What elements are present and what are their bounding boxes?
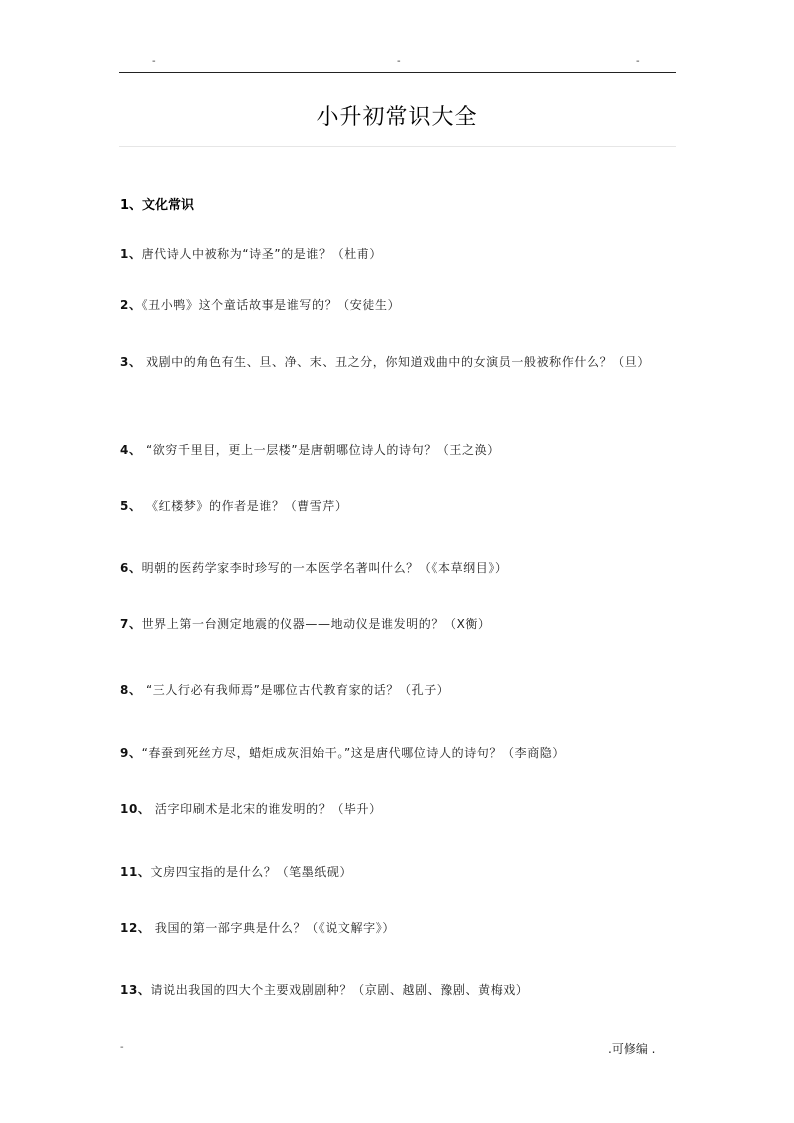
question-item	[120, 486, 680, 526]
question-item	[120, 789, 680, 829]
question-text: 活字印刷术是北宋的谁发明的？（毕升）	[150, 802, 382, 816]
header-rule	[119, 72, 676, 73]
question-text: 《红楼梦》的作者是谁？（曹雪芹）	[141, 499, 348, 513]
question-number: 8、	[120, 683, 142, 697]
question-number: 12、	[120, 921, 151, 935]
footer-note: .可修编 .	[608, 1042, 656, 1056]
question-item	[120, 604, 680, 644]
title-divider	[119, 146, 676, 147]
question-text: “欲穷千里目，更上一层楼”是唐朝哪位诗人的诗句？（王之涣）	[141, 443, 500, 457]
question-number: 6、	[120, 561, 142, 575]
question-text: “三人行必有我师焉”是哪位古代教育家的话？（孔子）	[141, 683, 450, 697]
question-text: 世界上第一台测定地震的仪器——地动仪是谁发明的？（X衡）	[141, 617, 491, 631]
page-title: 小升初常识大全	[316, 105, 478, 130]
question-number: 11、	[120, 865, 151, 879]
header-mark-right: -	[636, 56, 640, 67]
question-number: 1、	[120, 247, 142, 261]
question-text: “春蚕到死丝方尽，蜡炬成灰泪始干。”这是唐代哪位诗人的诗句？（李商隐）	[141, 746, 565, 760]
question-number: 4、	[120, 443, 142, 457]
question-item	[120, 548, 680, 588]
question-text: 明朝的医药学家李时珍写的一本医学名著叫什么？（《本草纲目》）	[141, 561, 508, 575]
question-item	[120, 430, 680, 470]
question-number: 9、	[120, 746, 142, 760]
header-mark-center: -	[397, 56, 401, 67]
question-text: 我国的第一部字典是什么？（《说文解字》）	[150, 921, 395, 935]
question-item	[120, 285, 680, 325]
question-item	[120, 234, 680, 274]
question-item	[120, 852, 680, 892]
question-text: 文房四宝指的是什么？（笔墨纸砚）	[150, 865, 353, 879]
question-item	[120, 970, 680, 1010]
question-text: 《丑小鸭》这个童话故事是谁写的？（安徒生）	[141, 298, 401, 312]
question-item	[120, 733, 680, 773]
question-number: 10、	[120, 802, 151, 816]
question-text: 唐代诗人中被称为“诗圣”的是谁？（杜甫）	[141, 247, 382, 261]
question-number: 5、	[120, 499, 142, 513]
question-number: 3、	[120, 355, 142, 369]
question-item	[120, 342, 680, 382]
footer-mark-left: -	[120, 1042, 124, 1053]
question-number: 2、	[120, 298, 142, 312]
question-number: 13、	[120, 983, 151, 997]
question-item	[120, 670, 680, 710]
header-mark-left: -	[152, 56, 156, 67]
question-text: 请说出我国的四大个主要戏剧剧种？（京剧、越剧、豫剧、黄梅戏）	[150, 983, 529, 997]
question-item	[120, 908, 680, 948]
section-heading: 1、文化常识	[120, 198, 195, 213]
question-text: 戏剧中的角色有生、旦、净、末、丑之分，你知道戏曲中的女演员一般被称作什么？（旦）	[141, 355, 650, 369]
question-number: 7、	[120, 617, 142, 631]
